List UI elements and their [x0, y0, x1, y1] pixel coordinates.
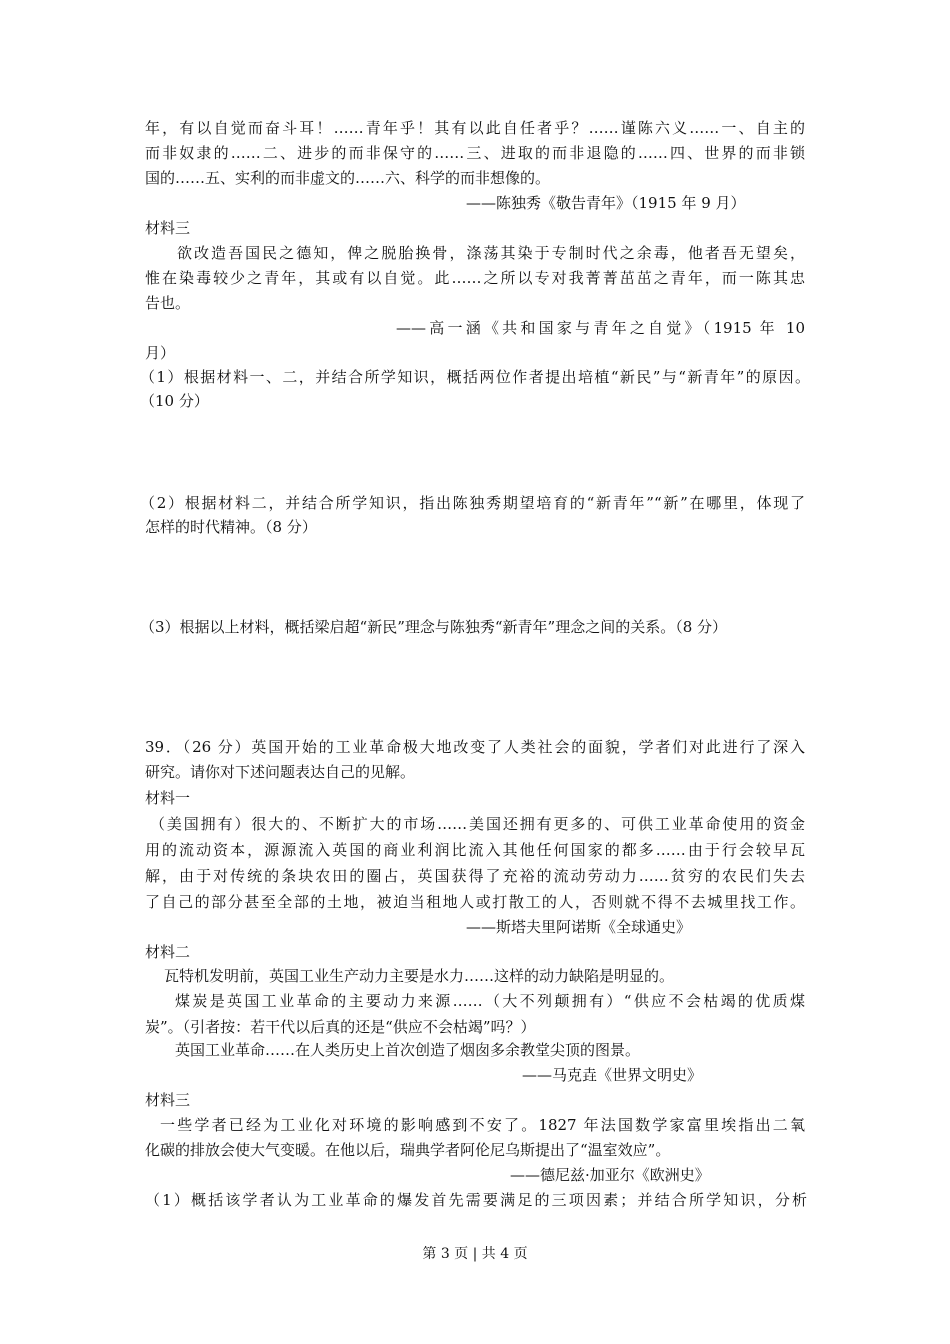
material-heading: 材料二 — [145, 943, 191, 961]
text-line: 惟在染毒较少之青年，其或有以自觉。此……之所以专对我菁菁茁茁之青年，而一陈其忠 — [145, 269, 805, 287]
text-line: 而非奴隶的……二、进步的而非保守的……三、进取的而非退隐的……四、世界的而非锁 — [145, 144, 805, 162]
text-line: 告也。 — [145, 294, 191, 312]
citation: ——德尼兹·加亚尔《欧洲史》 — [510, 1166, 710, 1184]
text-line: 国的……五、实利的而非虚文的……六、科学的而非想像的。 — [145, 169, 551, 187]
text-line: 研究。请你对下述问题表达自己的见解。 — [145, 763, 416, 781]
material-heading: 材料一 — [145, 789, 191, 807]
page-footer: 第 3 页 | 共 4 页 — [422, 1246, 528, 1262]
text-line: 炭”。（引者按：若干代以后真的还是“供应不会枯竭”吗？） — [145, 1018, 536, 1036]
text-line: 英国工业革命……在人类历史上首次创造了烟囱多余教堂尖顶的图景。 — [175, 1041, 641, 1059]
text-line: 年，有以自觉而奋斗耳！……青年乎！其有以此自任者乎？……谨陈六义……一、自主的 — [145, 119, 805, 137]
question-3: （3）根据以上材料，概括梁启超“新民”理念与陈独秀“新青年”理念之间的关系。（8 分） — [140, 618, 728, 636]
question-1-points: （10 分） — [140, 392, 209, 410]
text-line: 瓦特机发明前，英国工业生产动力主要是水力……这样的动力缺陷是明显的。 — [164, 967, 675, 985]
question-2-cont: 怎样的时代精神。（8 分） — [145, 518, 317, 536]
citation: ——陈独秀《敬告青年》（1915 年 9 月） — [466, 194, 746, 212]
material-heading: 材料三 — [145, 1091, 191, 1109]
question-39-1: （1）概括该学者认为工业革命的爆发首先需要满足的三项因素；并结合所学知识，分析 — [145, 1191, 807, 1209]
question-39: 39．（26 分）英国开始的工业革命极大地改变了人类社会的面貌，学者们对此进行了深入 — [145, 738, 805, 756]
text-line: 用的流动资本，源源流入英国的商业利润比流入其他任何国家的都多……由于行会较早瓦 — [145, 841, 805, 859]
citation: ——斯塔夫里阿诺斯《全球通史》 — [466, 918, 692, 936]
text-line: 解，由于对传统的条块农田的圈占，英国获得了充裕的流动劳动力……贫穷的农民们失去 — [145, 867, 805, 885]
text-line: 化碳的排放会使大气变暖。在他以后，瑞典学者阿伦尼乌斯提出了“温室效应”。 — [145, 1141, 671, 1159]
material-heading: 材料三 — [145, 219, 191, 237]
text-line: 煤炭是英国工业革命的主要动力来源……（大不列颠拥有）“供应不会枯竭的优质煤 — [175, 992, 805, 1010]
question-2: （2）根据材料二，并结合所学知识，指出陈独秀期望培育的“新青年”“新”在哪里，体现了 — [140, 494, 805, 512]
text-line: 月） — [145, 344, 176, 362]
text-line: 一些学者已经为工业化对环境的影响感到不安了。1827 年法国数学家富里埃指出二氧 — [160, 1116, 805, 1134]
text-line: （美国拥有）很大的、不断扩大的市场……美国还拥有更多的、可供工业革命使用的资金 — [150, 815, 805, 833]
citation: ——马克垚《世界文明史》 — [522, 1066, 703, 1084]
text-line: 了自己的部分甚至全部的土地，被迫当租地人或打散工的人，否则就不得不去城里找工作。 — [145, 893, 805, 911]
text-line: 欲改造吾国民之德知，俾之脱胎换骨，涤荡其染于专制时代之余毒，他者吾无望矣， — [177, 244, 805, 262]
question-1: （1）根据材料一、二，并结合所学知识，概括两位作者提出培植“新民”与“新青年”的原因。 — [140, 368, 810, 386]
citation: ——高一涵《共和国家与青年之自觉》（1915 年 10 — [396, 319, 805, 337]
